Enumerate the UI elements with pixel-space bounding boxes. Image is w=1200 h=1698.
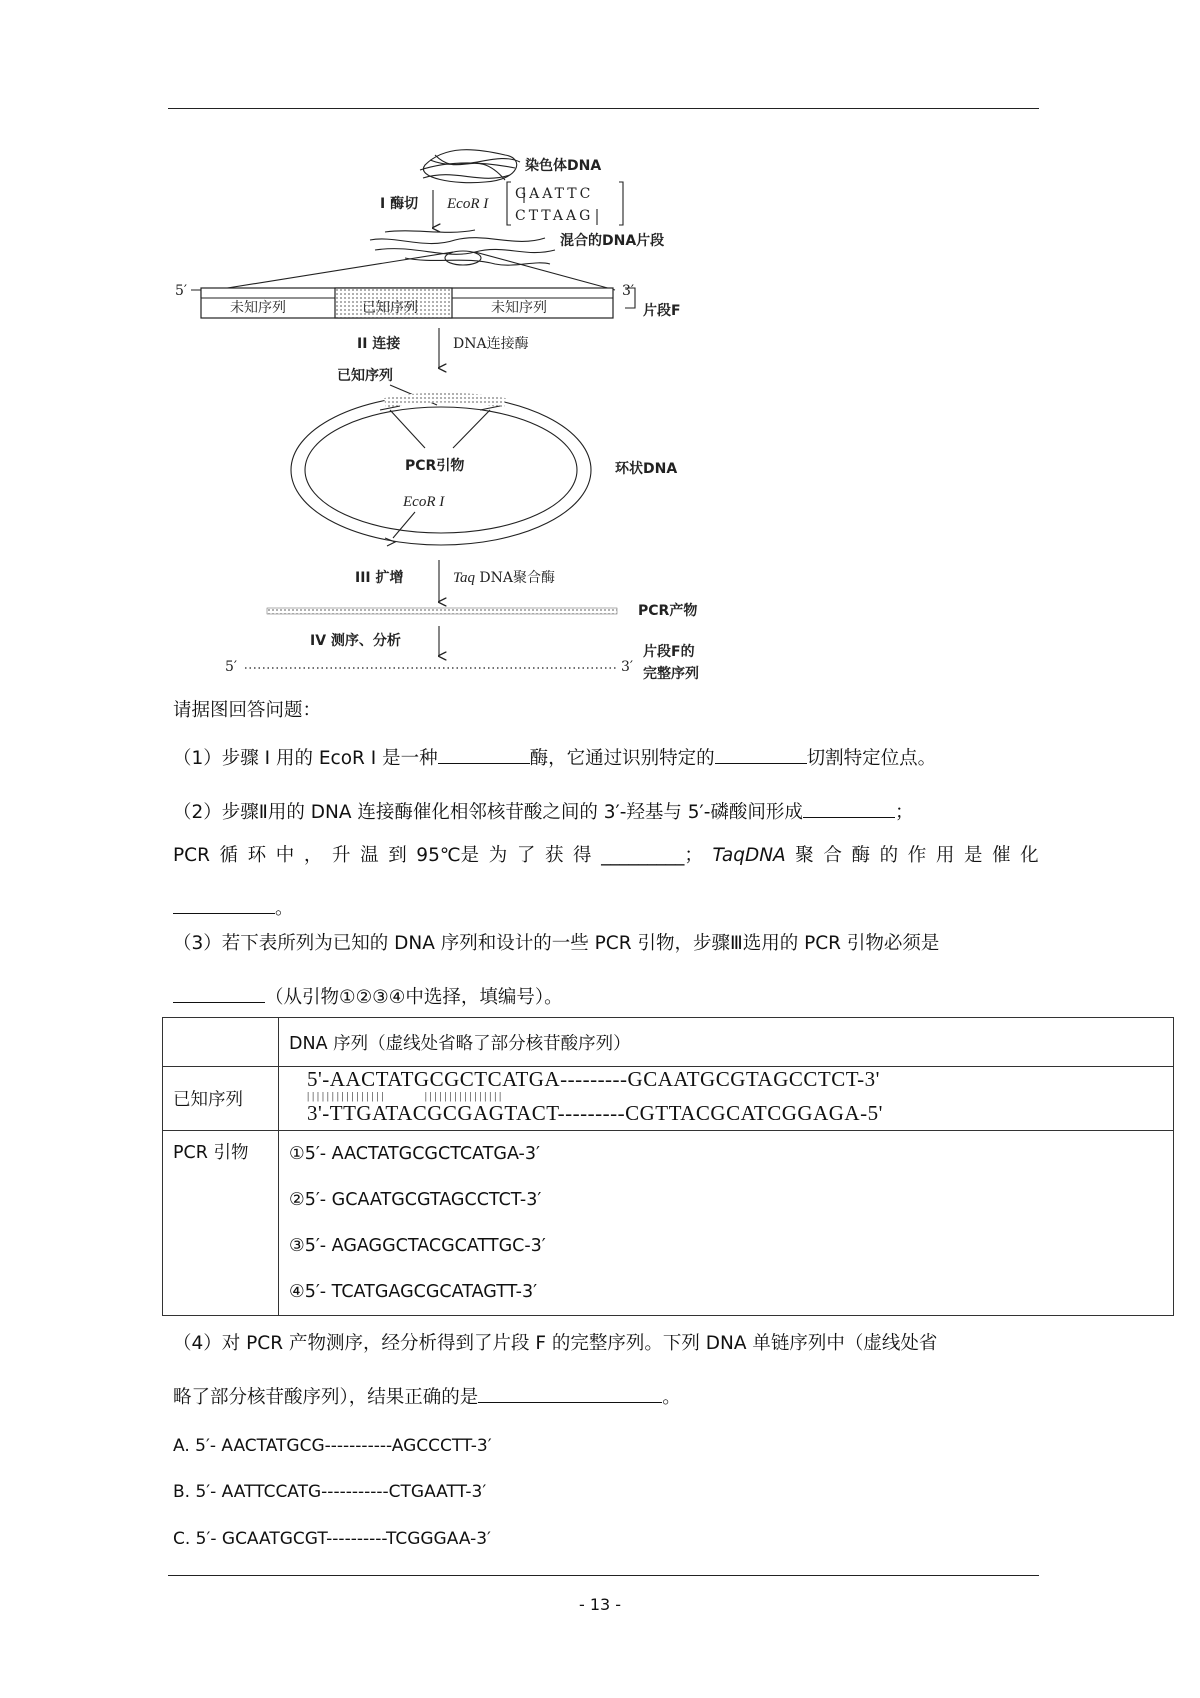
q2-word: 为 bbox=[488, 845, 508, 866]
q4-part-b: 略了部分核苷酸序列），结果正确的是 bbox=[173, 1387, 479, 1408]
page-number: - 13 - bbox=[578, 1595, 622, 1614]
label-ecor-ring: EcoR I bbox=[403, 494, 445, 510]
q3-part-b: （从引物①②③④中选择，填编号）。 bbox=[265, 987, 563, 1008]
q2-word: 合 bbox=[823, 845, 842, 866]
q2-word-taq: TaqDNA bbox=[712, 845, 786, 866]
q2-word: 聚 bbox=[795, 845, 814, 866]
label-chromosome: 染色体DNA bbox=[525, 158, 602, 174]
question-2-line-2 bbox=[173, 842, 1039, 870]
label-fragment-f: 片段F bbox=[643, 303, 681, 319]
enzyme1-label: EcoR I bbox=[447, 196, 489, 212]
pcr-process-diagram bbox=[175, 140, 795, 685]
question-4-line-2 bbox=[173, 1382, 681, 1412]
segment-unknown-left: 未知序列 bbox=[230, 300, 286, 316]
intro-text: 请据图回答问题： bbox=[173, 700, 322, 721]
q2-word: 催 bbox=[992, 845, 1011, 866]
q2-blank-3[interactable] bbox=[173, 893, 275, 914]
primer-option: ①5′- AACTATGCGCTCATGA-3′ bbox=[289, 1144, 540, 1164]
q4-blank[interactable] bbox=[478, 1382, 662, 1403]
q1-part-b: 酶，它通过识别特定的 bbox=[529, 748, 715, 769]
table-header-empty bbox=[163, 1018, 279, 1067]
q1-part-a: （1）步骤 I 用的 EcoR I 是一种 bbox=[173, 748, 438, 769]
question-3-line-2 bbox=[173, 982, 563, 1012]
final-5-end: 5′ bbox=[225, 659, 238, 675]
q2-word: 到 bbox=[388, 845, 407, 866]
q2-word: 得 bbox=[573, 845, 592, 866]
primer-list bbox=[279, 1131, 1174, 1316]
q2-blank-1[interactable] bbox=[803, 797, 895, 818]
q2-word: 95℃是 bbox=[416, 845, 480, 866]
site-bottom: CTTAAG bbox=[515, 208, 594, 224]
q2-word: 升 bbox=[331, 845, 351, 866]
step4-label: IV 测序、分析 bbox=[310, 633, 401, 649]
question-2-line-1 bbox=[173, 797, 913, 827]
q2-word: 温 bbox=[360, 845, 379, 866]
fragment-3-end: 3′ bbox=[622, 283, 635, 299]
label-mixed-fragments: 混合的DNA片段 bbox=[560, 233, 665, 249]
q1-blank-1[interactable] bbox=[438, 743, 530, 764]
pcr-primer-label: PCR 引物 bbox=[163, 1131, 279, 1316]
q2-word: 环 bbox=[247, 845, 267, 866]
top-rule bbox=[168, 108, 1039, 109]
taq-italic: Taq bbox=[453, 570, 475, 586]
question-4-line-1: （4）对 PCR 产物测序，经分析得到了片段 F 的完整序列。下列 DNA 单链序列中（虚线处省 bbox=[173, 1333, 938, 1354]
q2-part-b: ； bbox=[894, 802, 914, 823]
label-complete-seq-1: 片段F的 bbox=[643, 644, 695, 660]
q2-word: ， bbox=[303, 845, 323, 866]
sequence-table bbox=[162, 1017, 1174, 1316]
q2-part-c: 。 bbox=[275, 898, 294, 919]
q2-word: 了 bbox=[516, 845, 536, 866]
q2-word: 酶 bbox=[851, 845, 871, 866]
label-pcr-primer: PCR引物 bbox=[405, 458, 465, 474]
q2-word: 用 bbox=[935, 845, 955, 866]
step2-label: II 连接 bbox=[357, 336, 401, 352]
chromosome-dna-drawing bbox=[420, 150, 520, 183]
seq-top-strand: 5'-AACTATGCGCTCATGA---------GCAATGCGTAGCCTCT-3' bbox=[307, 1067, 880, 1091]
q3-blank[interactable] bbox=[173, 982, 265, 1003]
q2-word: 获 bbox=[544, 845, 564, 866]
site-top: GAATTC bbox=[515, 186, 594, 202]
q2-word: 化 bbox=[1020, 845, 1039, 866]
seq-bottom-strand: 3'-TTGATACGCGAGTACT---------CGTTACGCATCGGAGA-5' bbox=[307, 1101, 883, 1125]
question-2-line-3 bbox=[173, 893, 294, 923]
q2-word: 循 bbox=[219, 845, 239, 866]
label-known-sequence: 已知序列 bbox=[337, 368, 393, 384]
segment-known: 已知序列 bbox=[362, 300, 418, 316]
segment-unknown-right: 未知序列 bbox=[491, 300, 547, 316]
bottom-rule bbox=[168, 1575, 1039, 1576]
fragment-5-end: 5′ bbox=[175, 283, 188, 299]
question-1 bbox=[173, 743, 936, 773]
primer-option: ②5′- GCAATGCGTAGCCTCT-3′ bbox=[289, 1190, 542, 1210]
q2-word: 中 bbox=[275, 845, 295, 866]
q1-blank-2[interactable] bbox=[715, 743, 807, 764]
question-3-line-1: （3）若下表所列为已知的 DNA 序列和设计的一些 PCR 引物，步骤Ⅲ选用的 PCR 引物必须是 bbox=[173, 933, 940, 954]
label-complete-seq-2: 完整序列 bbox=[643, 666, 699, 682]
q2-word: 是 bbox=[963, 845, 983, 866]
q2-part-a: （2）步骤Ⅱ用的 DNA 连接酶催化相邻核苷酸之间的 3′-羟基与 5′-磷酸间形成 bbox=[173, 802, 803, 823]
q2-word: 的 bbox=[879, 845, 899, 866]
taq-polymerase-label bbox=[453, 570, 555, 586]
known-sequence-label: 已知序列 bbox=[163, 1067, 279, 1131]
q2-word: 作 bbox=[907, 845, 927, 866]
option-c: C. 5′- GCAATGCGT----------TCGGGAA-3′ bbox=[173, 1529, 491, 1549]
seq-base-pairs: | | | | | | | | | | | | | | | | | | | | | | | | | | | | | | | | bbox=[307, 1090, 502, 1102]
option-a: A. 5′- AACTATGCG-----------AGCCCTT-3′ bbox=[173, 1436, 492, 1456]
primer-option: ③5′- AGAGGCTACGCATTGC-3′ bbox=[289, 1236, 546, 1256]
primer-option: ④5′- TCATGAGCGCATAGTT-3′ bbox=[289, 1282, 538, 1302]
ligase-label: DNA连接酶 bbox=[453, 336, 529, 352]
taq-rest: DNA聚合酶 bbox=[474, 570, 556, 586]
q2-word: PCR bbox=[173, 845, 210, 866]
q1-part-c: 切割特定位点。 bbox=[806, 748, 937, 769]
mixed-dna-fragments bbox=[370, 230, 555, 265]
step3-label: III 扩增 bbox=[355, 570, 404, 586]
q4-part-c: 。 bbox=[662, 1387, 681, 1408]
option-b: B. 5′- AATTCCATG-----------CTGAATT-3′ bbox=[173, 1482, 487, 1502]
q2-blank-2[interactable]: _________； bbox=[601, 845, 703, 866]
final-3-end: 3′ bbox=[621, 659, 634, 675]
known-sequence-cell bbox=[279, 1067, 1174, 1131]
step1-label: I 酶切 bbox=[380, 196, 419, 212]
table-header: DNA 序列（虚线处省略了部分核苷酸序列） bbox=[279, 1018, 1174, 1067]
pcr-product-bar bbox=[267, 608, 617, 614]
label-pcr-product: PCR产物 bbox=[638, 603, 698, 619]
label-circular-dna: 环状DNA bbox=[615, 461, 678, 477]
